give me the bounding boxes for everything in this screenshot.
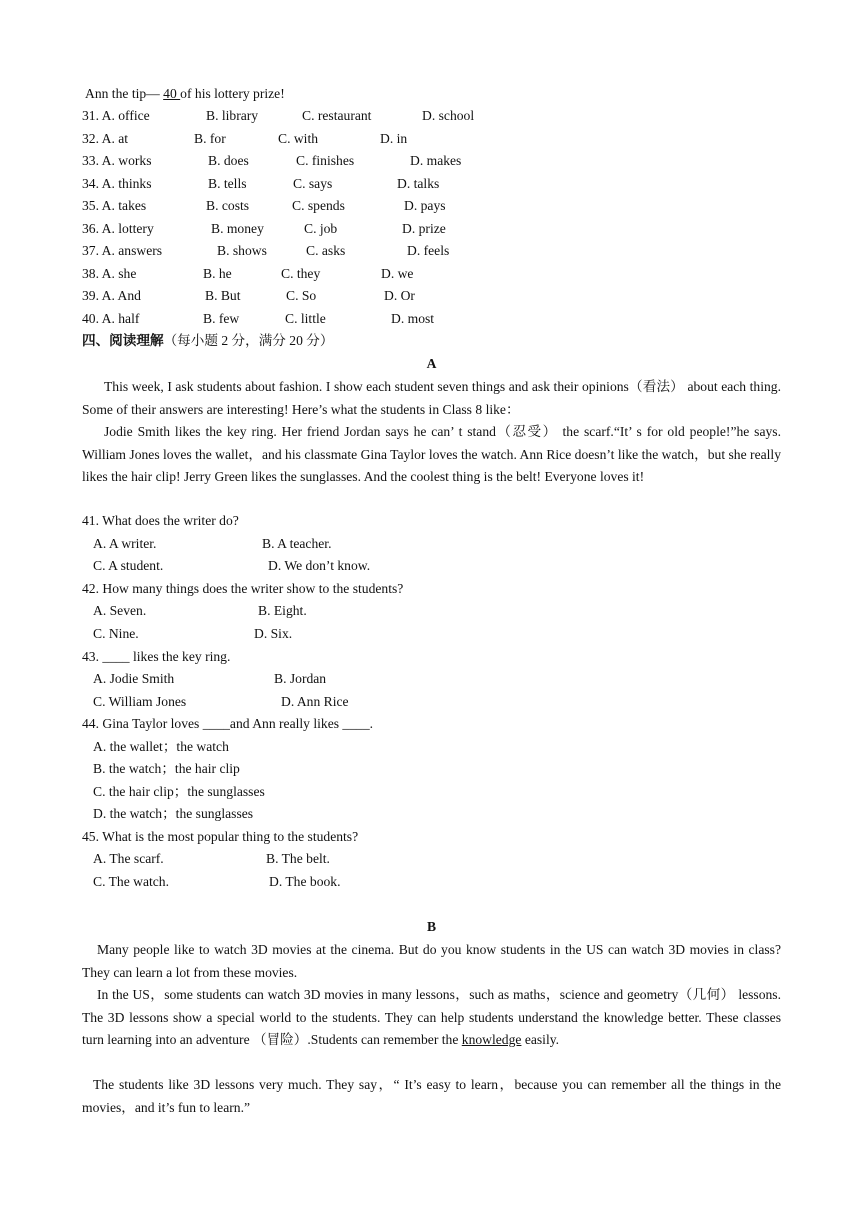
cloze-row-34 bbox=[82, 174, 781, 194]
option-a: 31. A. office bbox=[82, 108, 150, 123]
option-a: 39. A. And bbox=[82, 288, 141, 303]
option-d: D. school bbox=[422, 108, 475, 123]
question-43-row-2 bbox=[82, 692, 781, 712]
cloze-row-38 bbox=[82, 264, 781, 284]
option-c: C. The watch. bbox=[93, 874, 170, 889]
option-d: D. Six. bbox=[254, 626, 293, 641]
question-42-row-2 bbox=[82, 624, 781, 644]
option-d: D. talks bbox=[397, 175, 440, 191]
option-d: D. The book. bbox=[269, 874, 341, 889]
option-d: D. We don’t know. bbox=[268, 558, 371, 573]
option-b: B. library bbox=[206, 108, 259, 123]
question-41-row-1 bbox=[82, 534, 781, 554]
passage-b-label: B bbox=[426, 919, 437, 934]
section-title: 四、阅读理解 bbox=[82, 333, 164, 348]
option-c: C. Nine. bbox=[93, 626, 139, 641]
option-d: D. pays bbox=[404, 198, 446, 213]
option-c: C. finishes bbox=[296, 153, 355, 168]
cloze-row-36 bbox=[82, 219, 781, 239]
question-45-row-1 bbox=[82, 849, 781, 869]
option-c: C. with bbox=[278, 130, 319, 146]
option-b: B. he bbox=[203, 265, 232, 281]
option-a: A. The scarf. bbox=[93, 851, 164, 866]
question-42-stem: 42. How many things does the writer show to the students? bbox=[82, 581, 404, 596]
option-c: C. says bbox=[293, 175, 333, 191]
cloze-row-33 bbox=[82, 151, 781, 171]
option-b: B. Eight. bbox=[258, 603, 307, 618]
cloze-row-40 bbox=[82, 309, 781, 329]
option-d: D. in bbox=[380, 130, 408, 146]
option-a: 32. A. at bbox=[82, 130, 129, 146]
option-c: C. William Jones bbox=[93, 694, 187, 709]
passage-b-paragraph-3: The students like 3D lessons very much. They say，“ It’s easy to learn，because you can remember all the things in the movies，and it’s fun to learn.” bbox=[82, 1077, 781, 1115]
option-c: C. asks bbox=[306, 243, 346, 258]
option-b: B. few bbox=[203, 310, 240, 326]
option-c: C. restaurant bbox=[302, 108, 372, 123]
question-45-stem: 45. What is the most popular thing to the students? bbox=[82, 829, 359, 844]
option-d: D. makes bbox=[410, 153, 462, 168]
cloze-row-32 bbox=[82, 129, 781, 149]
option-c: C. little bbox=[285, 310, 326, 326]
question-44-option-b: B. the watch；the hair clip bbox=[93, 761, 240, 776]
question-42-row-1 bbox=[82, 601, 781, 621]
option-b: B. The belt. bbox=[266, 851, 330, 866]
option-b: B. for bbox=[194, 130, 226, 146]
option-d: D. Ann Rice bbox=[281, 694, 349, 709]
underlined-word: knowledge bbox=[461, 1032, 522, 1047]
question-41-stem: 41. What does the writer do? bbox=[82, 513, 239, 528]
question-44-option-c: C. the hair clip；the sunglasses bbox=[93, 784, 265, 799]
passage-a-label: A bbox=[426, 356, 437, 371]
cloze-row-39 bbox=[82, 286, 781, 306]
option-a: 38. A. she bbox=[82, 265, 137, 281]
option-b: B. does bbox=[208, 153, 249, 168]
option-d: D. we bbox=[381, 265, 414, 281]
question-43-row-1 bbox=[82, 669, 781, 689]
question-41-row-2 bbox=[82, 556, 781, 576]
intro-post: of his lottery prize! bbox=[180, 86, 285, 101]
option-c: C. A student. bbox=[93, 558, 164, 573]
option-b: B. tells bbox=[208, 175, 247, 191]
cloze-row-35 bbox=[82, 196, 781, 216]
section-note: （每小题 2 分，满分 20 分） bbox=[163, 333, 334, 348]
passage-b-paragraph-1: Many people like to watch 3D movies at the cinema. But do you know students in the US can watch 3D movies in class? They can learn a lot from these movies. bbox=[82, 942, 781, 980]
question-43-stem: 43. ____ likes the key ring. bbox=[82, 649, 231, 664]
question-45-row-2 bbox=[82, 872, 781, 892]
option-d: D. most bbox=[391, 310, 435, 326]
option-a: 33. A. works bbox=[82, 153, 152, 168]
intro-blank: 40 bbox=[163, 86, 181, 101]
option-b: B. costs bbox=[206, 198, 250, 213]
option-a: A. A writer. bbox=[93, 536, 157, 551]
option-c: C. they bbox=[281, 265, 321, 281]
option-a: A. Seven. bbox=[93, 603, 147, 618]
passage-b-paragraph-2 bbox=[82, 984, 781, 1052]
cloze-row-37 bbox=[82, 241, 781, 261]
option-d: D. Or bbox=[384, 288, 415, 303]
option-a: 36. A. lottery bbox=[82, 220, 154, 236]
section-four-heading bbox=[82, 331, 781, 351]
option-c: C. job bbox=[304, 220, 338, 236]
option-a: 37. A. answers bbox=[82, 243, 163, 258]
question-44-option-d: D. the watch；the sunglasses bbox=[93, 806, 254, 821]
option-d: D. prize bbox=[402, 220, 446, 236]
option-c: C. spends bbox=[292, 198, 345, 213]
paragraph-2-end: easily. bbox=[521, 1032, 560, 1047]
option-d: D. feels bbox=[407, 243, 450, 258]
option-b: B. But bbox=[205, 288, 241, 303]
cloze-row-31 bbox=[82, 106, 781, 126]
passage-a-paragraph-1: This week, I ask students about fashion. I show each student seven things and ask their opinions（看法） about each thing. Some of their answers are interesting! Here’s what the students in Class 8 like： bbox=[82, 379, 781, 417]
option-b: B. money bbox=[211, 220, 264, 236]
option-b: B. A teacher. bbox=[262, 536, 332, 551]
option-a: 40. A. half bbox=[82, 310, 140, 326]
option-a: A. Jodie Smith bbox=[93, 671, 175, 686]
passage-a-paragraph-2: Jodie Smith likes the key ring. Her friend Jordan says he can’ t stand（忍受） the scarf.“It’ s for old people!”he says. William Jones loves the wallet，and his classmate Gina Taylor loves the watch. Ann Rice doesn’t like the watch，but she really likes the hair clip! Jerry Green likes the sunglasses. And the coolest thing is the belt! Everyone loves it! bbox=[82, 424, 781, 484]
question-44-option-a: A. the wallet；the watch bbox=[93, 739, 229, 754]
question-44-stem: 44. Gina Taylor loves ____and Ann really likes ____. bbox=[82, 716, 374, 731]
option-b: B. Jordan bbox=[274, 671, 327, 686]
option-c: C. So bbox=[286, 288, 317, 303]
intro-line bbox=[85, 84, 784, 104]
intro-pre: Ann the tip— bbox=[85, 86, 164, 101]
option-a: 35. A. takes bbox=[82, 198, 147, 213]
option-a: 34. A. thinks bbox=[82, 175, 152, 191]
option-b: B. shows bbox=[217, 243, 267, 258]
paragraph-2-text: In the US，some students can watch 3D movies in many lessons，such as maths，science and geometry（几何） lessons. The 3D lessons show a special world to the students. They can help students understand the knowledge better. These classes turn learning into an adventure （冒险）.Students can remember the bbox=[82, 987, 781, 1047]
